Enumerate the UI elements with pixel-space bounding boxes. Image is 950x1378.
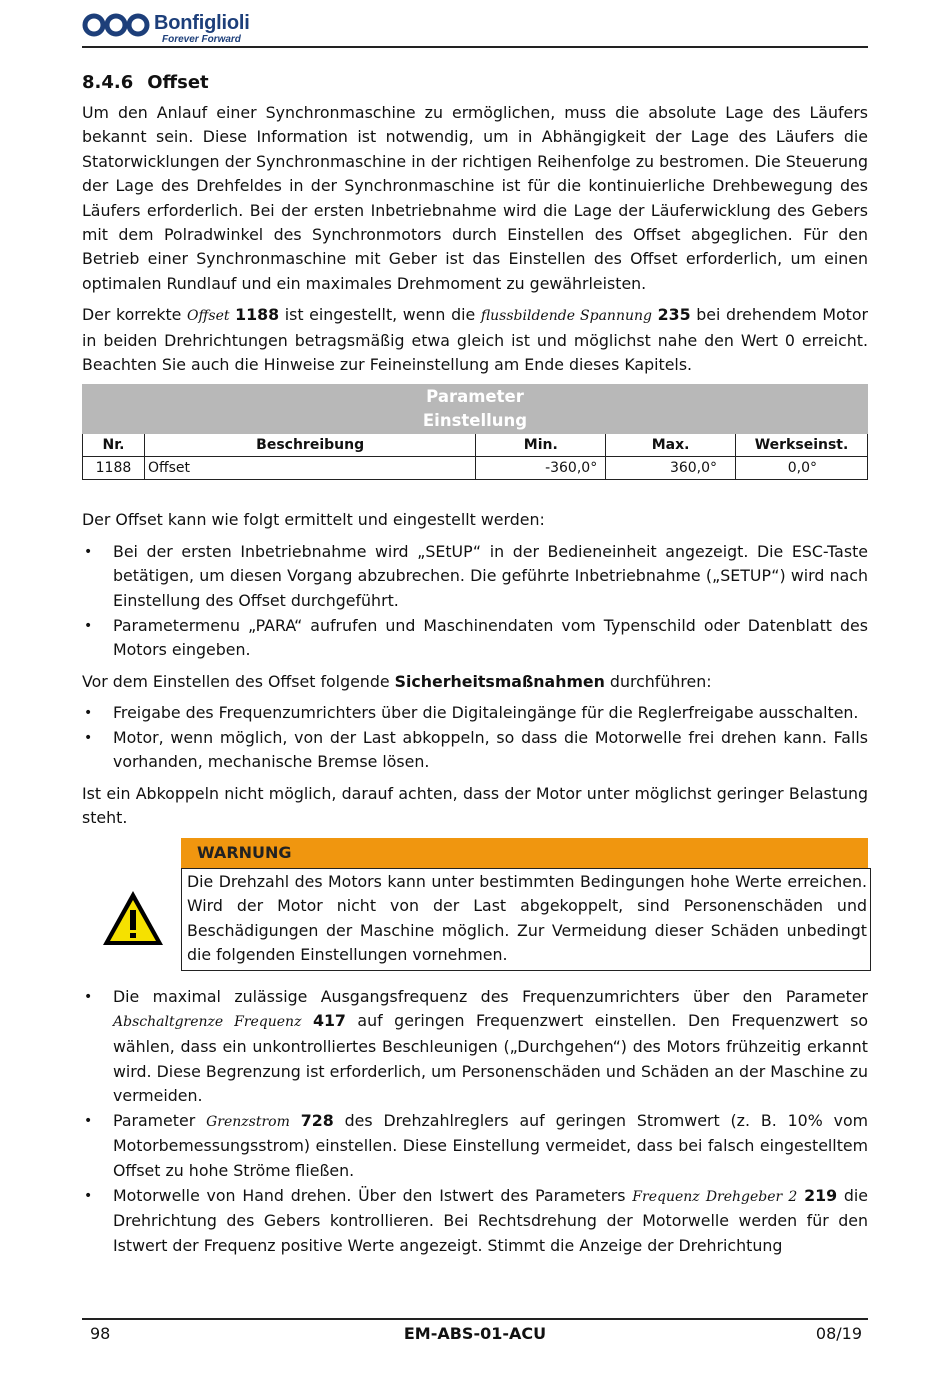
section-heading [82, 72, 868, 93]
text-fragment: durchführen: [604, 671, 712, 691]
bullet-icon: • [84, 1187, 93, 1204]
footer-page-number: 98 [90, 1324, 111, 1343]
text-fragment: die Drehrichtung des Gebers kontrollieren. Bei Rechtsdrehung der Motorwelle werden für den Istwert der Frequenz positive Werte angezeigt. Stimmt die Anzeige der Drehrichtung [113, 1185, 868, 1255]
parameter-name: Frequenz Drehgeber 2 [632, 1188, 798, 1205]
list-item-text: Parametermenu „PARA“ aufrufen und Maschinendaten vom Typenschild oder Datenblatt des Motors eingeben. [113, 615, 868, 660]
safety-emphasis: Sicherheitsmaßnahmen [394, 671, 605, 691]
list-item [82, 614, 868, 663]
page-footer [82, 1318, 868, 1343]
column-header-werkseinst: Werkseinst. [736, 434, 868, 457]
page-content [82, 72, 868, 1265]
text-fragment: Die maximal zulässige Ausgangsfrequenz des Frequenzumrichters über den Parameter [113, 986, 868, 1006]
parameter-table [82, 384, 868, 480]
cell-beschreibung: Offset [144, 457, 475, 480]
text-fragment: Vor dem Einstellen des Offset folgende [82, 671, 395, 691]
table-caption-line2: Einstellung [422, 411, 528, 431]
list-item-text: Bei der ersten Inbetriebnahme wird „SEtUP“ in der Bedieneinheit angezeigt. Die ESC-Taste betätigen, um diesen Vorgang abzubrechen. Die geführte Inbetriebnahme („SETUP“) wird nach Einstellung des Offset durchgeführt. [113, 541, 868, 611]
parameter-name: Abschaltgrenze Frequenz [113, 1014, 302, 1031]
safety-list [82, 701, 868, 775]
page-header [82, 6, 868, 48]
decouple-paragraph: Ist ein Abkoppeln nicht möglich, darauf achten, dass der Motor unter möglichst geringer Belastung steht. [82, 784, 868, 828]
final-list [82, 985, 868, 1259]
list-item-text: Freigabe des Frequenzumrichters über die Digitaleingänge für die Reglerfreigabe ausschalten. [113, 703, 859, 723]
table-caption [83, 385, 868, 434]
cell-nr: 1188 [83, 457, 145, 480]
warning-text: Die Drehzahl des Motors kann unter bestimmten Bedingungen hohe Werte erreichen. Wird der Motor nicht von der Last abgekoppelt, sind Personenschäden und Beschädigungen der Maschine möglich. Zur Vermeidung dieser Schäden unbedingt die folgenden Einstellungen vornehmen. [181, 868, 871, 972]
text-fragment: Motorwelle von Hand drehen. Über den Istwert des Parameters [113, 1185, 633, 1205]
footer-document-id: EM-ABS-01-ACU [403, 1324, 547, 1343]
parameter-number: 219 [804, 1185, 838, 1205]
logo-name: Bonfiglioli [154, 12, 250, 34]
safety-intro [82, 670, 868, 694]
list-item-text: Motor, wenn möglich, von der Last abkoppeln, so dass die Motorwelle frei drehen kann. Falls vorhanden, mechanische Bremse lösen. [113, 727, 868, 772]
list-item [82, 1184, 868, 1259]
correct-offset-paragraph [82, 303, 868, 377]
column-header-beschreibung: Beschreibung [144, 434, 475, 457]
text-fragment: auf geringen Frequenzwert einstellen. Den Frequenzwert so wählen, dass ein unkontrolliertes Beschleunigen („Durchgehen“) des Motors frühzeitig erkannt wird. Diese Begrenzung ist erforderlich, um Personenschäden und Schäden an der Maschine zu vermeiden. [113, 1011, 868, 1106]
parameter-number: 417 [312, 1011, 346, 1031]
list-item [82, 1109, 868, 1184]
bullet-icon: • [84, 617, 93, 634]
logo-tagline: Forever Forward [162, 34, 241, 45]
bullet-icon: • [84, 543, 93, 560]
cell-min: -360,0° [476, 457, 606, 480]
parameter-name-flux-voltage: flussbildende Spannung [480, 308, 652, 325]
table-row [83, 457, 868, 480]
footer-date: 08/19 [815, 1324, 862, 1343]
cell-werkseinst: 0,0° [736, 457, 868, 480]
list-item [82, 540, 868, 614]
parameter-number-1188: 1188 [235, 305, 280, 325]
text-fragment: ist eingestellt, wenn die [279, 305, 481, 325]
warning-block [82, 838, 868, 975]
parameter-number: 728 [300, 1110, 334, 1130]
bonfiglioli-logo-icon [82, 12, 150, 38]
column-header-max: Max. [606, 434, 736, 457]
bullet-icon: • [84, 729, 93, 746]
list-item [82, 985, 868, 1109]
intro-paragraph: Um den Anlauf einer Synchronmaschine zu ermöglichen, muss die absolute Lage des Läufers bekannt sein. Diese Information ist notwendig, um in Abhängigkeit der Lage des Läufers die Statorwicklungen der Synchronmaschine in der richtigen Reihenfolge zu bestromen. Die Steuerung der Lage des Drehfeldes in der Synchronmaschine ist für die kontinuierliche Drehbewegung des Läufers erforderlich. Bei der ersten Inbetriebnahme wird die Lage der Läuferwicklung des Gebers mit dem Polradwinkel des Synchronmotors durch Einstellen des Offset abgeglichen. Für den Betrieb einer Synchronmaschine mit Geber ist das Einstellen des Offset erforderlich, um einen optimalen Rundlauf und ein maximales Drehmoment zu gewährleisten. [82, 103, 868, 293]
text-fragment: Der korrekte [82, 305, 188, 325]
section-title: Offset [147, 72, 209, 93]
bullet-icon: • [84, 705, 93, 722]
parameter-number-235: 235 [657, 305, 691, 325]
parameter-name: Grenzstrom [206, 1113, 290, 1130]
determine-intro: Der Offset kann wie folgt ermittelt und eingestellt werden: [82, 510, 545, 530]
text-fragment: Parameter [113, 1110, 207, 1130]
text-fragment: des Drehzahlreglers auf geringen Stromwert (z. B. 10% vom Motorbemessungsstrom) einstellen. Diese Einstellung vermeidet, dass bei falsch eingestelltem Offset zu hohe Ströme fließen. [113, 1110, 868, 1180]
text-fragment: bei drehendem Motor in beiden Drehrichtungen betragsmäßig etwa gleich ist und möglichst nahe den Wert 0 erreicht. Beachten Sie auch die Hinweise zur Feineinstellung am Ende dieses Kapitels. [82, 305, 868, 375]
list-item [82, 726, 868, 775]
table-caption-line1: Parameter [426, 387, 524, 407]
warning-title-bar [181, 838, 868, 868]
warning-title: WARNUNG [197, 842, 292, 862]
column-header-nr: Nr. [83, 434, 145, 457]
section-number: 8.4.6 [82, 72, 134, 93]
warning-triangle-icon [100, 888, 166, 948]
list-item [82, 701, 868, 726]
bullet-icon: • [84, 988, 93, 1005]
determine-list [82, 540, 868, 663]
bullet-icon: • [84, 1112, 93, 1129]
column-header-min: Min. [476, 434, 606, 457]
cell-max: 360,0° [606, 457, 736, 480]
parameter-name-offset: Offset [187, 308, 230, 325]
